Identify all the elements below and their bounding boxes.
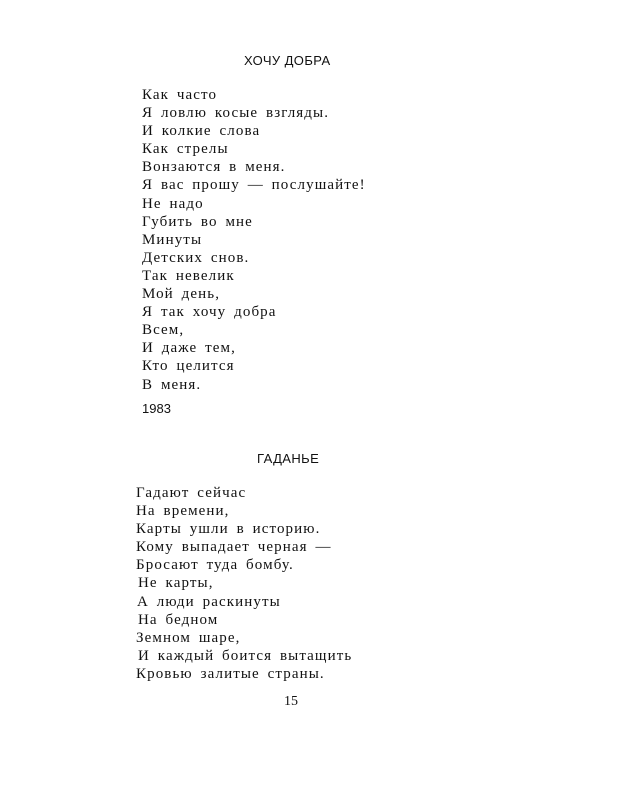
poem-title: ХОЧУ ДОБРА [244, 53, 331, 68]
poem-line: А люди раскинуты [137, 593, 281, 610]
page-number: 15 [284, 694, 298, 709]
poem-title: ГАДАНЬЕ [257, 451, 320, 466]
poem-body [136, 484, 352, 683]
poem-line: Детских снов. [142, 249, 250, 266]
poem-line: Гадают сейчас [136, 485, 247, 501]
poem-line: Так невелик [142, 267, 235, 284]
poem-line: Я вас прошу — послушайте! [142, 177, 366, 194]
poem-line: Бросают туда бомбу. [136, 557, 294, 574]
poem-line: Как часто [142, 87, 218, 103]
poem-line: И каждый боится вытащить [138, 647, 353, 664]
poem-line: На бедном [138, 611, 219, 628]
poem-line: Минуты [142, 231, 203, 248]
poem-line: Мой день, [142, 286, 221, 303]
poem-line: Я так хочу добра [142, 304, 277, 321]
poem-line: В меня. [142, 376, 202, 393]
poem-line: Кто целится [142, 358, 235, 375]
poem-body [142, 86, 366, 394]
poem-line: Я ловлю косые взгляды. [142, 105, 330, 122]
poem-line: На времени, [136, 503, 230, 520]
poem-year: 1983 [142, 401, 171, 416]
poem-line: Земном шаре, [136, 629, 241, 646]
poem-line: Кровью залитые страны. [136, 665, 325, 682]
poem-line: Как стрелы [142, 141, 229, 158]
poem-line: Вонзаются в меня. [142, 159, 286, 176]
poem-line: Кому выпадает черная — [136, 539, 332, 556]
poem-line: Всем, [142, 322, 185, 339]
poem-line: Карты ушли в историю. [136, 521, 321, 538]
poem-line: Губить во мне [142, 213, 253, 230]
poem-line: И даже тем, [142, 340, 237, 357]
poem-line: Не карты, [138, 575, 214, 592]
poem-line: Не надо [142, 195, 204, 212]
poem-line: И колкие слова [142, 123, 261, 140]
